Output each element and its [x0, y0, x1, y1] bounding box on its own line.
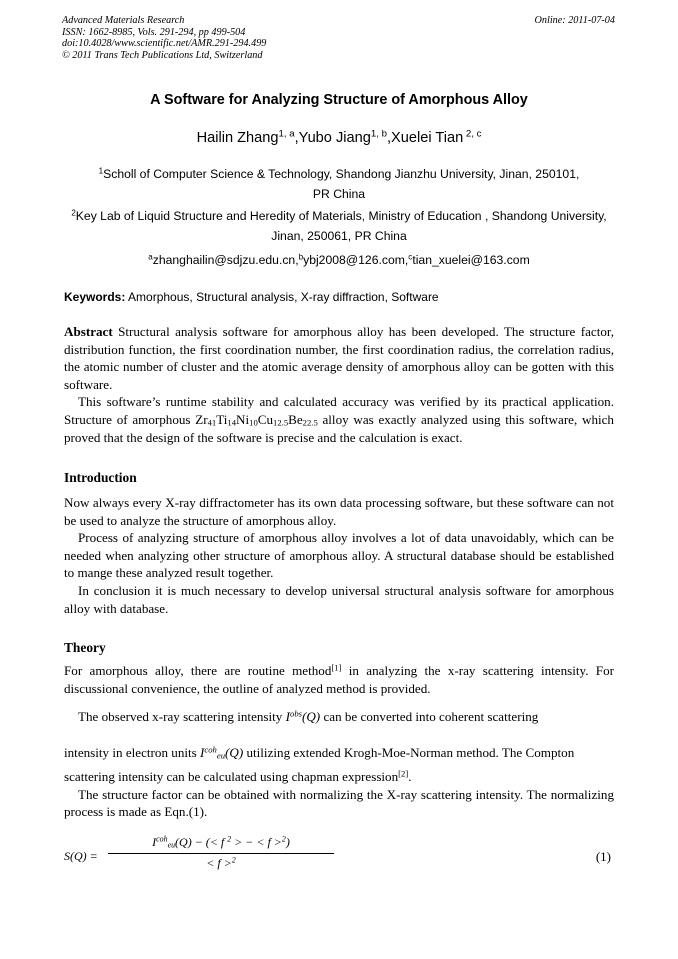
abstract-section: Abstract Structural analysis software for amorphous alloy has been developed. The structure factor, distribution function, the first coordination number, the first coordination radius, the correlation radius, the atomic number of cluster and the atomic average density of amorphous alloy can be gotten with this software. This software’s runtime stability and calculated accuracy was verified by its practical application. Structure of amorphous $Zr_{41}Ti_{14}Ni_{10}Cu_{12.5}Be_{22.5}$ alloy was exactly analyzed using this software, which proved that the design of the software is precise and the calculation is exact.: [64, 324, 614, 445]
keywords-line: [64, 290, 439, 304]
keywords-label: Keywords:: [64, 290, 126, 304]
introduction-section: Now always every X-ray diffractometer has its own data processing software, but these software can not be used to analyze the structure of amorphous alloy. Process of analyzing structure of amorphous alloy involves a lot of data unavoidably, which can be needed when analyzing other structure of amorphous alloy. A structural database should be established to mange these analyzed result together. In conclusion it is much necessary to develop universal structural analysis software for amorphous alloy with database.: [64, 495, 614, 616]
alloy-formula: $Zr_{41}Ti_{14}Ni_{10}Cu_{12.5}Be_{22.5}$: [195, 411, 318, 428]
doi-line: doi:10.4028/www.scientific.net/AMR.291-294.499: [62, 38, 267, 50]
theory-heading: Theory: [64, 640, 106, 655]
citation-ref[interactable]: [1]: [331, 662, 342, 673]
copyright-line: © 2011 Trans Tech Publications Ltd, Switzerland: [62, 49, 263, 61]
introduction-heading: Introduction: [64, 470, 137, 485]
affiliation-1: $^1$Scholl of Computer Science & Technology, Shandong Jianzhu University, Jinan, 250101, PR China: [98, 166, 580, 201]
online-date: Online: 2011-07-04: [534, 15, 615, 26]
equation-number: (1): [595, 849, 611, 864]
author-affiliation-mark: 1, a: [278, 128, 295, 140]
issn-line: ISSN: 1662-8985, Vols. 291-294, pp 499-504: [62, 26, 246, 38]
abstract-label: Abstract: [64, 324, 113, 339]
email-link[interactable]: zhanghailin@sdjzu.edu.cn,: [152, 253, 299, 267]
author-affiliation-mark: 1, b: [370, 128, 387, 140]
theory-paragraph-4: scattering intensity can be calculated using chapman expression[2]. The structure factor can be obtained with normalizing the X-ray scattering intensity. The normalizing process is made as Eqn.(1).: [64, 768, 614, 820]
email-link[interactable]: ybj2008@126.com,: [303, 253, 409, 267]
affiliation-2: $^2$Key Lab of Liquid Structure and Heredity of Materials, Ministry of Education , Shandong University, Jinan, 250061, PR China: [71, 208, 607, 243]
equation-lhs: S(Q) =: [64, 849, 98, 863]
theory-paragraph-2: The observed x-ray scattering intensity $I^{obs}(Q)$ can be converted into coherent scattering: [78, 708, 539, 724]
paper-title: A Software for Analyzing Structure of Amorphous Alloy: [150, 92, 528, 108]
author-emails: $^a$zhanghailin@sdjzu.edu.cn,$^b$ybj2008@126.com,$^c$tian_xuelei@163.com: [148, 252, 530, 267]
journal-name: Advanced Materials Research: [62, 15, 185, 26]
citation-ref[interactable]: [2]: [398, 768, 409, 779]
theory-section: For amorphous alloy, there are routine method[1] in analyzing the x-ray scattering intensity. For discussional convenience, the outline of analyzed method is provided.: [64, 662, 615, 696]
author-name: Yubo Jiang: [298, 130, 371, 146]
journal-header: [62, 15, 266, 61]
fraction-bar: [108, 853, 334, 854]
equation-numerator: $I^{coh}_{eu}(Q)$ − (< f $^2$ > − < f >$^2$): [152, 834, 290, 850]
keywords-text: Amorphous, Structural analysis, X-ray diffraction, Software: [125, 290, 439, 304]
symbol-i-coh-eu: $I^{coh}_{eu}(Q)$: [200, 744, 244, 761]
author-name: Hailin Zhang: [196, 130, 279, 146]
theory-paragraph-3: intensity in electron units $I^{coh}_{eu}(Q)$ utilizing extended Krogh-Moe-Norman method. The Compton: [64, 744, 575, 761]
equation-denominator: < f >$^2$: [206, 855, 236, 870]
equation-1: [64, 835, 614, 875]
author-affiliation-mark: 2, c: [463, 128, 482, 140]
symbol-i-obs: $I^{obs}(Q)$: [285, 708, 321, 724]
author-name: Xuelei Tian: [391, 130, 464, 146]
author-list: Hailin Zhang$^{1, a}$,Yubo Jiang$^{1, b}$,Xuelei Tian $^{2, c}$: [196, 128, 482, 146]
email-link[interactable]: tian_xuelei@163.com: [412, 253, 530, 267]
